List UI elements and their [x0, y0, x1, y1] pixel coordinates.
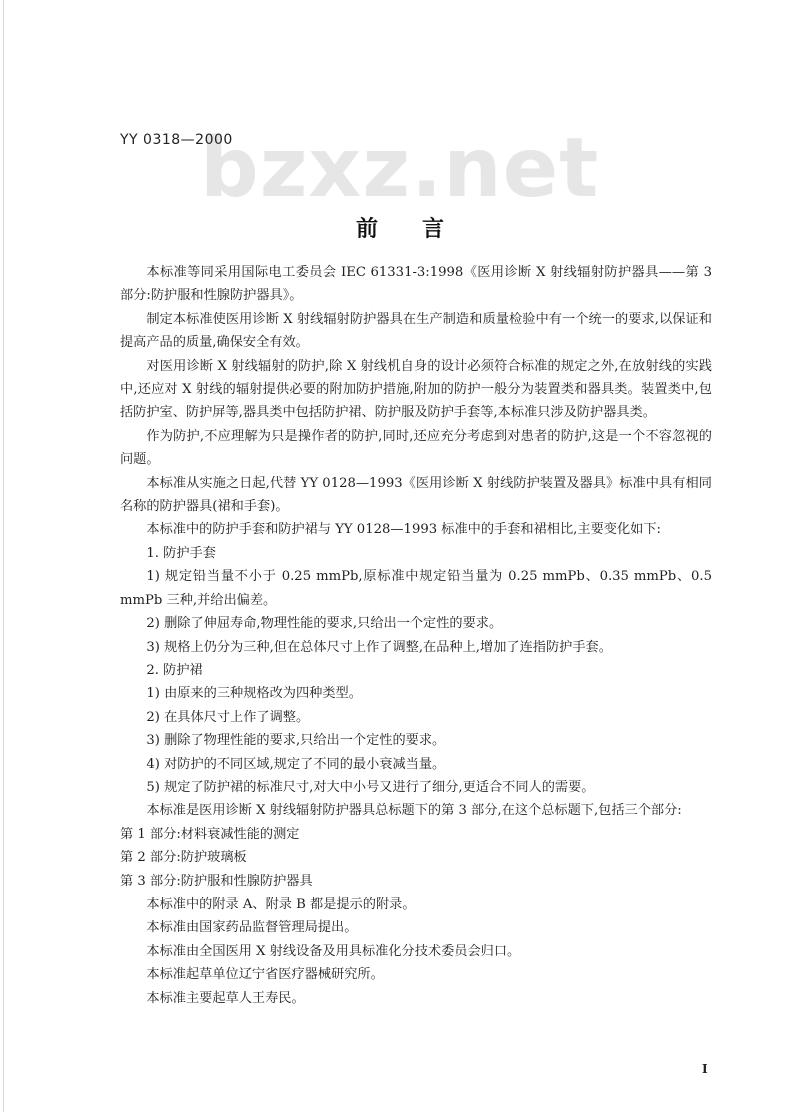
list-item: 2) 删除了伸屈寿命,物理性能的要求,只给出一个定性的要求。 [146, 616, 503, 632]
paragraph: 本标准等同采用国际电工委员会 IEC 61331-3:1998《医用诊断 X 射线辐射防护器具——第 3 部分:防护服和性腺防护器具》。 [120, 265, 712, 304]
list-item: 3) 删除了物理性能的要求,只给出一个定性的要求。 [146, 733, 446, 749]
list-item: 5) 规定了防护裙的标准尺寸,对大中小号又进行了细分,更适合不同人的需要。 [146, 779, 595, 795]
part-item: 第 2 部分:防护玻璃板 [120, 850, 247, 866]
watermark: bzxz.net [200, 121, 600, 216]
list-heading: 1. 防护手套 [146, 545, 216, 561]
part-item: 第 1 部分:材料衰减性能的测定 [120, 826, 300, 842]
scan-edge-line [3, 0, 4, 1112]
paragraph: 本标准主要起草人王寿民。 [146, 990, 305, 1006]
page-title: 前言 [355, 217, 488, 242]
paragraph: 本标准是医用诊断 X 射线辐射防护器具总标题下的第 3 部分,在这个总标题下,包括三个部分: [146, 803, 682, 819]
foreword-body [120, 261, 712, 1010]
list-item: 1) 规定铅当量不小于 0.25 mmPb,原标准中规定铅当量为 0.25 mmPb、0.35 mmPb、0.5 mmPb 三种,并给出偏差。 [120, 569, 712, 608]
paragraph: 本标准由全国医用 X 射线设备及用具标准化分技术委员会归口。 [146, 943, 521, 959]
paragraph: 本标准中的附录 A、附录 B 都是提示的附录。 [146, 896, 416, 912]
standard-number: YY 0318—2000 [120, 132, 233, 148]
paragraph: 制定本标准使医用诊断 X 射线辐射防护器具在生产制造和质量检验中有一个统一的要求,以保证和提高产品的质量,确保安全有效。 [120, 311, 712, 351]
list-item: 3) 规格上仍分为三种,但在总体尺寸上作了调整,在品种上,增加了连指防护手套。 [146, 639, 612, 655]
list-item: 2) 在具体尺寸上作了调整。 [146, 709, 310, 725]
list-item: 4) 对防护的不同区域,规定了不同的最小衰减当量。 [146, 756, 446, 772]
part-item: 第 3 部分:防护服和性腺防护器具 [120, 873, 313, 889]
paragraph: 本标准中的防护手套和防护裙与 YY 0128—1993 标准中的手套和裙相比,主要变化如下: [146, 522, 661, 538]
page-number: I [702, 1062, 708, 1076]
paragraph: 本标准从实施之日起,代替 YY 0128—1993《医用诊断 X 射线防护装置及器具》标准中具有相同名称的防护器具(裙和手套)。 [120, 475, 712, 515]
list-item: 1) 由原来的三种规格改为四种类型。 [146, 686, 362, 702]
paragraph: 本标准由国家药品监督管理局提出。 [146, 920, 358, 936]
list-heading: 2. 防护裙 [146, 662, 203, 678]
paragraph: 对医用诊断 X 射线辐射的防护,除 X 射线机自身的设计必须符合标准的规定之外,在放射线的实践中,还应对 X 射线的辐射提供必要的附加防护措施,附加的防护一般分为装置类和器具类。装置类中,包括防护室、防护屏等,器具类中包括防护裙、防护服及防护手套等,本标准只涉及防护器具类。 [120, 358, 712, 421]
paragraph: 本标准起草单位辽宁省医疗器械研究所。 [146, 967, 384, 983]
paragraph: 作为防护,不应理解为只是操作者的防护,同时,还应充分考虑到对患者的防护,这是一个不容忽视的问题。 [120, 428, 712, 468]
